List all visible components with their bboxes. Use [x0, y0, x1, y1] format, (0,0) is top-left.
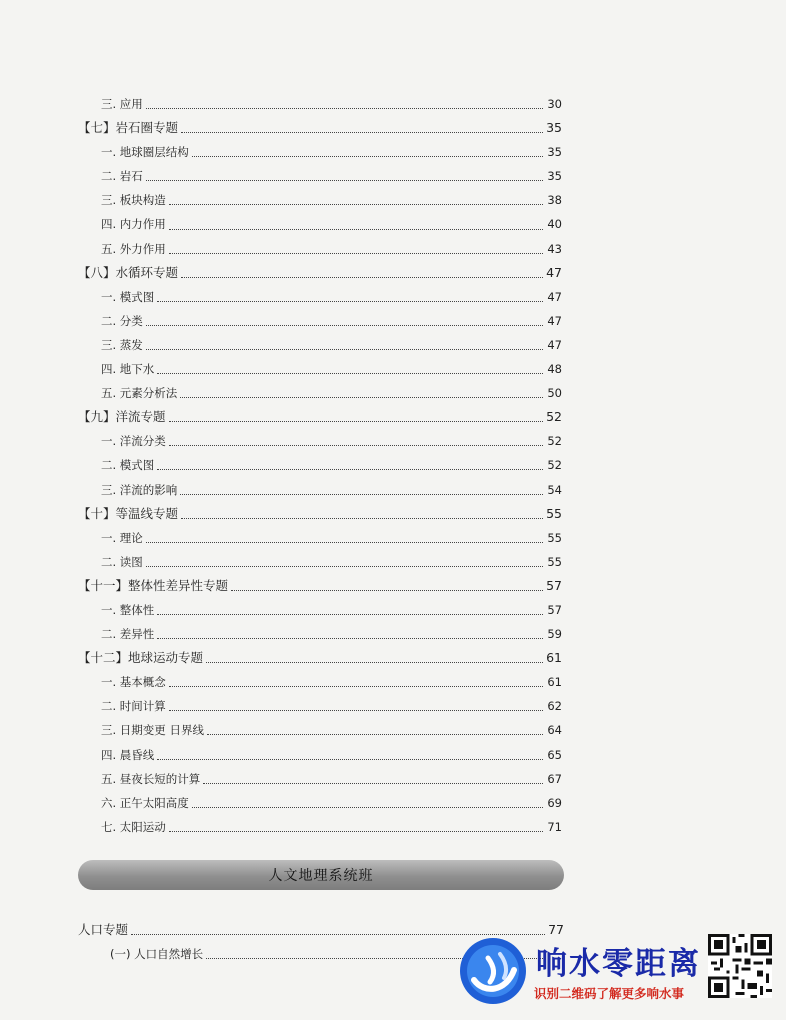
toc-entry-label: 二. 岩石	[101, 169, 143, 184]
watermark-subtitle: 识别二维码了解更多响水事	[534, 986, 685, 1001]
toc-entry-label: 一. 整体性	[101, 602, 155, 617]
toc-page-number: 77	[548, 922, 564, 937]
toc-section-row[interactable]	[78, 646, 562, 670]
qr-code-icon[interactable]	[708, 934, 772, 998]
toc-section-row[interactable]	[78, 116, 562, 140]
toc-entry-row[interactable]	[78, 743, 562, 767]
toc-page-number: 52	[546, 409, 562, 425]
toc-entry-row[interactable]	[78, 670, 562, 694]
banner-title: 人文地理系统班	[268, 868, 374, 884]
toc-entry-row[interactable]	[78, 815, 562, 839]
toc-entry-row[interactable]	[78, 718, 562, 742]
toc-entry-label: 六. 正午太阳高度	[101, 795, 189, 810]
toc-page-number: 47	[546, 264, 562, 280]
toc-page-number: 65	[547, 747, 562, 762]
toc-entry-row[interactable]	[78, 478, 562, 502]
toc-page-number: 35	[547, 145, 562, 160]
toc-page-number: 61	[546, 650, 562, 666]
dot-leader	[157, 613, 543, 615]
toc-page-number: 57	[547, 602, 562, 617]
watermark-title: 响水零距离	[536, 946, 701, 982]
toc-entry-label: 【十二】地球运动专题	[78, 650, 204, 666]
dot-leader	[146, 348, 543, 350]
dot-leader	[157, 637, 543, 639]
toc-entry-label: 一. 理论	[101, 530, 143, 545]
dot-leader	[180, 396, 543, 398]
toc-page-number: 47	[547, 313, 562, 328]
toc-entry-label: 四. 晨昏线	[101, 747, 155, 762]
toc-entry-row[interactable]	[78, 140, 562, 164]
toc-section-row[interactable]	[78, 261, 562, 285]
toc-entry-row[interactable]	[78, 357, 562, 381]
toc-section-row[interactable]	[78, 574, 562, 598]
toc-entry-row[interactable]	[78, 598, 562, 622]
toc-entry-row[interactable]	[78, 188, 562, 212]
toc-entry-label: 【九】洋流专题	[78, 409, 166, 425]
toc-entry-row[interactable]	[78, 453, 562, 477]
toc-entry-row[interactable]	[78, 381, 562, 405]
toc-page-number: 55	[547, 530, 562, 545]
toc-entry-row[interactable]	[78, 550, 562, 574]
toc-entry-label: 二. 模式图	[101, 458, 155, 473]
toc-entry-label: 一. 模式图	[101, 289, 155, 304]
toc-page-number: 52	[547, 458, 562, 473]
toc-entry-row[interactable]	[78, 429, 562, 453]
toc-entry-label: 三. 洋流的影响	[101, 482, 178, 497]
toc-entry-label: 二. 时间计算	[101, 699, 166, 714]
toc-page-number: 40	[547, 217, 562, 232]
dot-leader	[169, 709, 543, 711]
dot-leader	[203, 782, 543, 784]
toc-entry-label: 人口专题	[78, 922, 129, 937]
toc-entry-label: 四. 地下水	[101, 362, 155, 377]
toc-page-number: 30	[547, 97, 562, 111]
dot-leader	[169, 830, 543, 832]
toc-entry-row[interactable]	[78, 212, 562, 236]
section-banner	[78, 860, 564, 890]
toc-page-number: 55	[546, 505, 562, 521]
dot-leader	[146, 541, 543, 543]
toc-entry-row[interactable]	[78, 309, 562, 333]
toc-entry-label: 【十】等温线专题	[78, 505, 179, 521]
toc-entry-label: 二. 读图	[101, 554, 143, 569]
dot-leader	[180, 493, 543, 495]
toc-entry-label: 一. 洋流分类	[101, 434, 166, 449]
toc-page-number: 35	[546, 120, 562, 136]
toc-page-number: 35	[547, 169, 562, 184]
toc-section-row[interactable]	[78, 502, 562, 526]
toc-page-number: 61	[547, 675, 562, 690]
toc-page-number: 64	[547, 723, 562, 738]
dot-leader	[169, 252, 543, 254]
dot-leader	[146, 565, 543, 567]
dot-leader	[169, 685, 543, 687]
toc-entry-label: (一) 人口自然增长	[110, 947, 204, 962]
dot-leader	[181, 131, 543, 133]
toc-entry-label: 三. 应用	[101, 97, 143, 111]
toc-page-number: 55	[547, 554, 562, 569]
dot-leader	[157, 468, 543, 470]
toc-page-number: 52	[547, 434, 562, 449]
toc-entry-label: 五. 昼夜长短的计算	[101, 771, 201, 786]
dot-leader	[157, 300, 543, 302]
toc-entry-row[interactable]	[78, 164, 562, 188]
toc-entry-label: 二. 差异性	[101, 627, 155, 642]
toc-entry-label: 【十一】整体性差异性专题	[78, 577, 229, 593]
dot-leader	[192, 155, 543, 157]
dot-leader	[146, 324, 543, 326]
dot-leader	[231, 589, 543, 591]
toc-entry-row[interactable]	[78, 791, 562, 815]
toc-section-row[interactable]	[78, 405, 562, 429]
dot-leader	[146, 179, 543, 181]
toc-entry-label: 【八】水循环专题	[78, 264, 179, 280]
toc-page-number: 62	[547, 699, 562, 714]
dot-leader	[157, 372, 543, 374]
toc-entry-label: 二. 分类	[101, 313, 143, 328]
toc-page-number: 69	[547, 795, 562, 810]
toc-page-number: 47	[547, 337, 562, 352]
dot-leader	[157, 758, 543, 760]
table-of-contents	[78, 92, 562, 839]
toc-page-number: 71	[547, 819, 562, 834]
dot-leader	[181, 276, 543, 278]
toc-entry-label: 三. 蒸发	[101, 337, 143, 352]
toc-entry-label: 五. 外力作用	[101, 241, 166, 256]
logo-icon	[458, 936, 528, 1006]
dot-leader	[169, 420, 543, 422]
dot-leader	[181, 517, 543, 519]
dot-leader	[169, 203, 543, 205]
toc-page-number: 59	[547, 627, 562, 642]
toc-entry-label: 七. 太阳运动	[101, 819, 166, 834]
toc-entry-row[interactable]	[78, 285, 562, 309]
toc-entry-label: 三. 日期变更 日界线	[101, 723, 204, 738]
toc-page-number: 47	[547, 289, 562, 304]
toc-page-number: 43	[547, 241, 562, 256]
toc-page-number: 48	[547, 362, 562, 377]
toc-entry-label: 五. 元素分析法	[101, 386, 178, 401]
toc-page-number: 38	[547, 193, 562, 208]
dot-leader	[146, 107, 543, 109]
toc-entry-row[interactable]	[78, 622, 562, 646]
dot-leader	[192, 806, 543, 808]
toc-entry-row[interactable]	[78, 92, 562, 116]
dot-leader	[169, 444, 543, 446]
toc-page-number: 54	[547, 482, 562, 497]
dot-leader	[207, 733, 543, 735]
dot-leader	[206, 661, 543, 663]
toc-entry-label: 四. 内力作用	[101, 217, 166, 232]
toc-entry-row[interactable]	[78, 237, 562, 261]
watermark	[458, 932, 778, 1012]
toc-entry-row[interactable]	[78, 526, 562, 550]
toc-page-number: 67	[547, 771, 562, 786]
toc-entry-row[interactable]	[78, 333, 562, 357]
toc-entry-label: 三. 板块构造	[101, 193, 166, 208]
dot-leader	[169, 228, 543, 230]
toc-page-number: 57	[546, 577, 562, 593]
toc-entry-row[interactable]	[78, 694, 562, 718]
toc-entry-label: 一. 地球圈层结构	[101, 145, 189, 160]
toc-entry-label: 一. 基本概念	[101, 675, 166, 690]
toc-page-number: 50	[547, 386, 562, 401]
toc-entry-row[interactable]	[78, 767, 562, 791]
toc-entry-label: 【七】岩石圈专题	[78, 120, 179, 136]
